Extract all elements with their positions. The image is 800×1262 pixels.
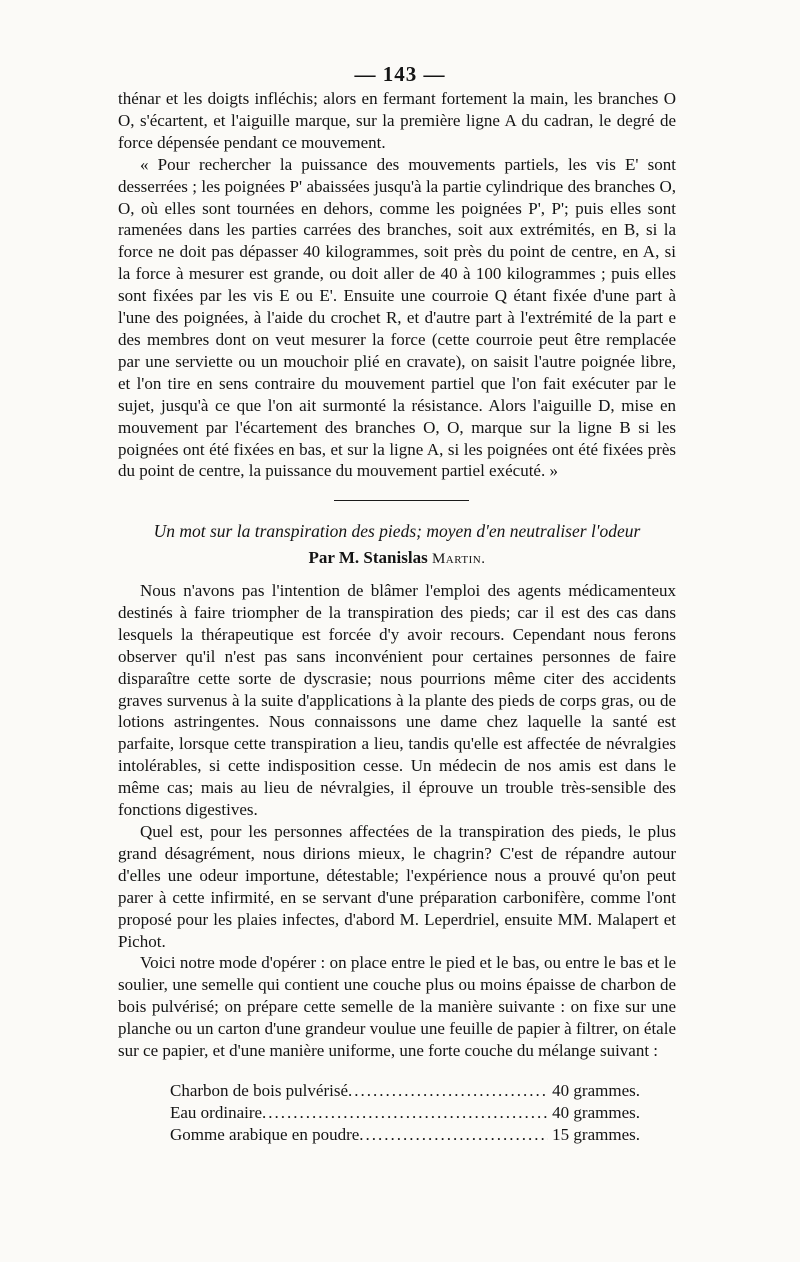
ingredient-quantity: 40 grammes. [552, 1103, 640, 1122]
ingredient-quantity: 15 grammes. [552, 1125, 640, 1144]
paragraph-continued: thénar et les doigts infléchis; alors en fermant fortement la main, les branches O O, s'écartent, et l'aiguille marque, sur la première ligne A du cadran, le degré de force dépensée pendant ce mouvement. [118, 89, 676, 152]
ingredient-name: Gomme arabique en poudre [170, 1125, 360, 1144]
leader-dots [262, 1102, 548, 1124]
author-name: Martin. [431, 551, 486, 567]
ingredient-name: Eau ordinaire [170, 1103, 263, 1122]
section-dynamometer-text [118, 88, 676, 482]
recipe-row [170, 1102, 640, 1124]
paragraph-quote: « Pour rechercher la puissance des mouvements partiels, les vis E' sont desserrées ; les poignées P' abaissées jusqu'à la partie cylindrique des branches O, O, où elles sont tournées en dehors, comme les poignées P', P'; puis elles sont ramenées dans les parties carrées des branches, soit aux extrémités, en B, si la force ne doit pas dépasser 40 kilogrammes, soit près du point de centre, en A, si la force à mesurer est grande, ou doit aller de 40 à 100 kilogrammes ; puis elles sont fixées par les vis E ou E'. Ensuite une courroie Q étant fixée d'une part à l'une des poignées, à l'aide du crochet R, et d'autre part à l'extrémité de la part e des membres dont on veut mesurer la force (cette courroie peut être remplacée par une serviette ou un mouchoir plié en cravate), on saisit l'autre poignée libre, et l'on tire en sens contraire du mouvement partiel que l'on fait exécuter par le sujet, jusqu'à ce que l'on ait surmonté la résistance. Alors l'aiguille D, mise en mouvement par l'écartement des branches O, O, marque sur la ligne B si les poignées ont été fixées en bas, et sur la ligne A, si les poignées ont été fixées près du point de centre, la puissance du mouvement partiel exécuté. » [118, 154, 676, 481]
article-body [118, 580, 676, 1062]
ingredient-name: Charbon de bois pulvérisé [170, 1081, 348, 1100]
article-title: Un mot sur la transpiration des pieds; moyen d'en neutraliser l'odeur [153, 521, 641, 541]
article-byline [118, 547, 676, 570]
recipe-row [170, 1124, 640, 1146]
recipe-list [170, 1080, 640, 1146]
article-paragraph-1: Nous n'avons pas l'intention de blâmer l'emploi des agents médicamenteux destinés à faire triompher de la transpiration des pieds; car il est des cas dans lesquels la thérapeutique est forcée d'y avoir recours. Cependant nous ferons observer qu'il n'est pas sans inconvénient pour certaines personnes de faire disparaître cette sorte de dyscrasie; nous pourrions même citer des accidents graves survenus à la suite d'applications à la plante des pieds de corps gras, ou de lotions astringentes. Nous connaissons une dame chez laquelle la santé est parfaite, lorsque cette transpiration a lieu, tandis qu'elle est affectée de névralgies intolérables, si cette indisposition cesse. Un médecin de nos amis est dans le même cas; mais au lieu de névralgies, il éprouve un trouble très-sensible des fonctions digestives. [118, 581, 676, 820]
article-paragraph-2: Quel est, pour les personnes affectées de la transpiration des pieds, le plus grand désagrément, nous dirions mieux, le chagrin? C'est de répandre autour d'elles une odeur importune, détestable; l'expérience nous a prouvé qu'on peut parer à cette infirmité, en se servant d'une préparation carbonifère, comme l'ont proposé pour les plaies infectes, d'abord M. Leperdriel, ensuite MM. Malapert et Pichot. [118, 821, 676, 951]
article-paragraph-3: Voici notre mode d'opérer : on place entre le pied et le bas, ou entre le bas et le soulier, une semelle qui contient une couche plus ou moins épaisse de charbon de bois pulvérisé; on prépare cette semelle de la manière suivante : on fixe sur une planche ou un carton d'une grandeur voulue une feuille de papier à filtrer, on étale sur ce papier, et d'une manière uniforme, une forte couche du mélange suivant : [118, 953, 676, 1061]
leader-dots [348, 1080, 548, 1102]
page-number: — 143 — [354, 62, 446, 86]
recipe-row [170, 1080, 640, 1102]
section-divider [334, 500, 469, 501]
byline-prefix: Par M. Stanislas [308, 548, 428, 567]
ingredient-quantity: 40 grammes. [552, 1081, 640, 1100]
leader-dots [359, 1124, 548, 1146]
